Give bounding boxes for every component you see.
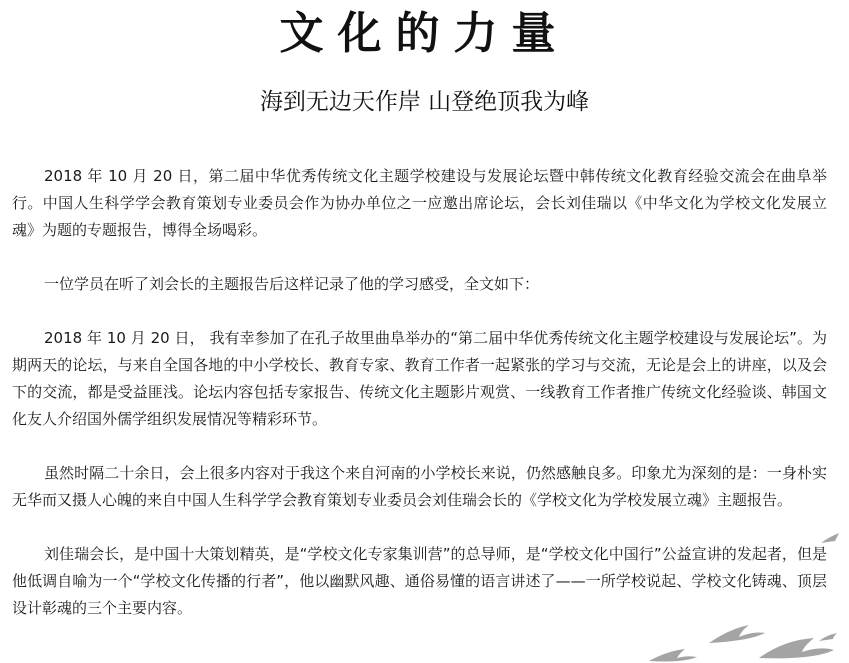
paragraph-4: 虽然时隔二十余日，会上很多内容对于我这个来自河南的小学校长来说，仍然感触良多。印象尤为深刻的是：一身朴实无华而又摄人心魄的来自中国人生科学学会教育策划专业委员会刘佳瑞会长的《学校文化为学校发展立魂》主题报告。 xyxy=(12,464,827,509)
paragraph-5: 刘佳瑞会长，是中国十大策划精英，是“学校文化专家集训营”的总导师，是“学校文化中国行”公益宣讲的发起者，但是他低调自喻为一个“学校文化传播的行者”，他以幽默风趣、通俗易懂的语言讲述了——一所学校说起、学校文化铸魂、顶层设计彰魂的三个主要内容。 xyxy=(12,545,827,617)
article-body xyxy=(12,163,827,649)
article-title: 文化的力量 xyxy=(279,8,570,59)
paragraph-1: 2018 年 10 月 20 日，第二届中华优秀传统文化主题学校建设与发展论坛暨中韩传统文化教育经验交流会在曲阜举行。中国人生科学学会教育策划专业委员会作为协办单位之一应邀出席论坛，会长刘佳瑞以《中华文化为学校文化发展立魂》为题的专题报告，博得全场喝彩。 xyxy=(12,167,827,239)
paragraph-2: 一位学员在听了刘会长的主题报告后这样记录了他的学习感受，全文如下： xyxy=(44,275,540,293)
article-subtitle: 海到无边天作岸 山登绝顶我为峰 xyxy=(259,89,590,115)
paragraph-3: 2018 年 10 月 20 日， 我有幸参加了在孔子故里曲阜举办的“第二届中华优秀传统文化主题学校建设与发展论坛”。为期两天的论坛，与来自全国各地的中小学校长、教育专家、教育工作者一起紧张的学习与交流，无论是会上的讲座，以及会下的交流，都是受益匪浅。论坛内容包括专家报告、传统文化主题影片观赏、一线教育工作者推广传统文化经验谈、韩国文化友人介绍国外儒学组织发展情况等精彩环节。 xyxy=(12,329,827,428)
